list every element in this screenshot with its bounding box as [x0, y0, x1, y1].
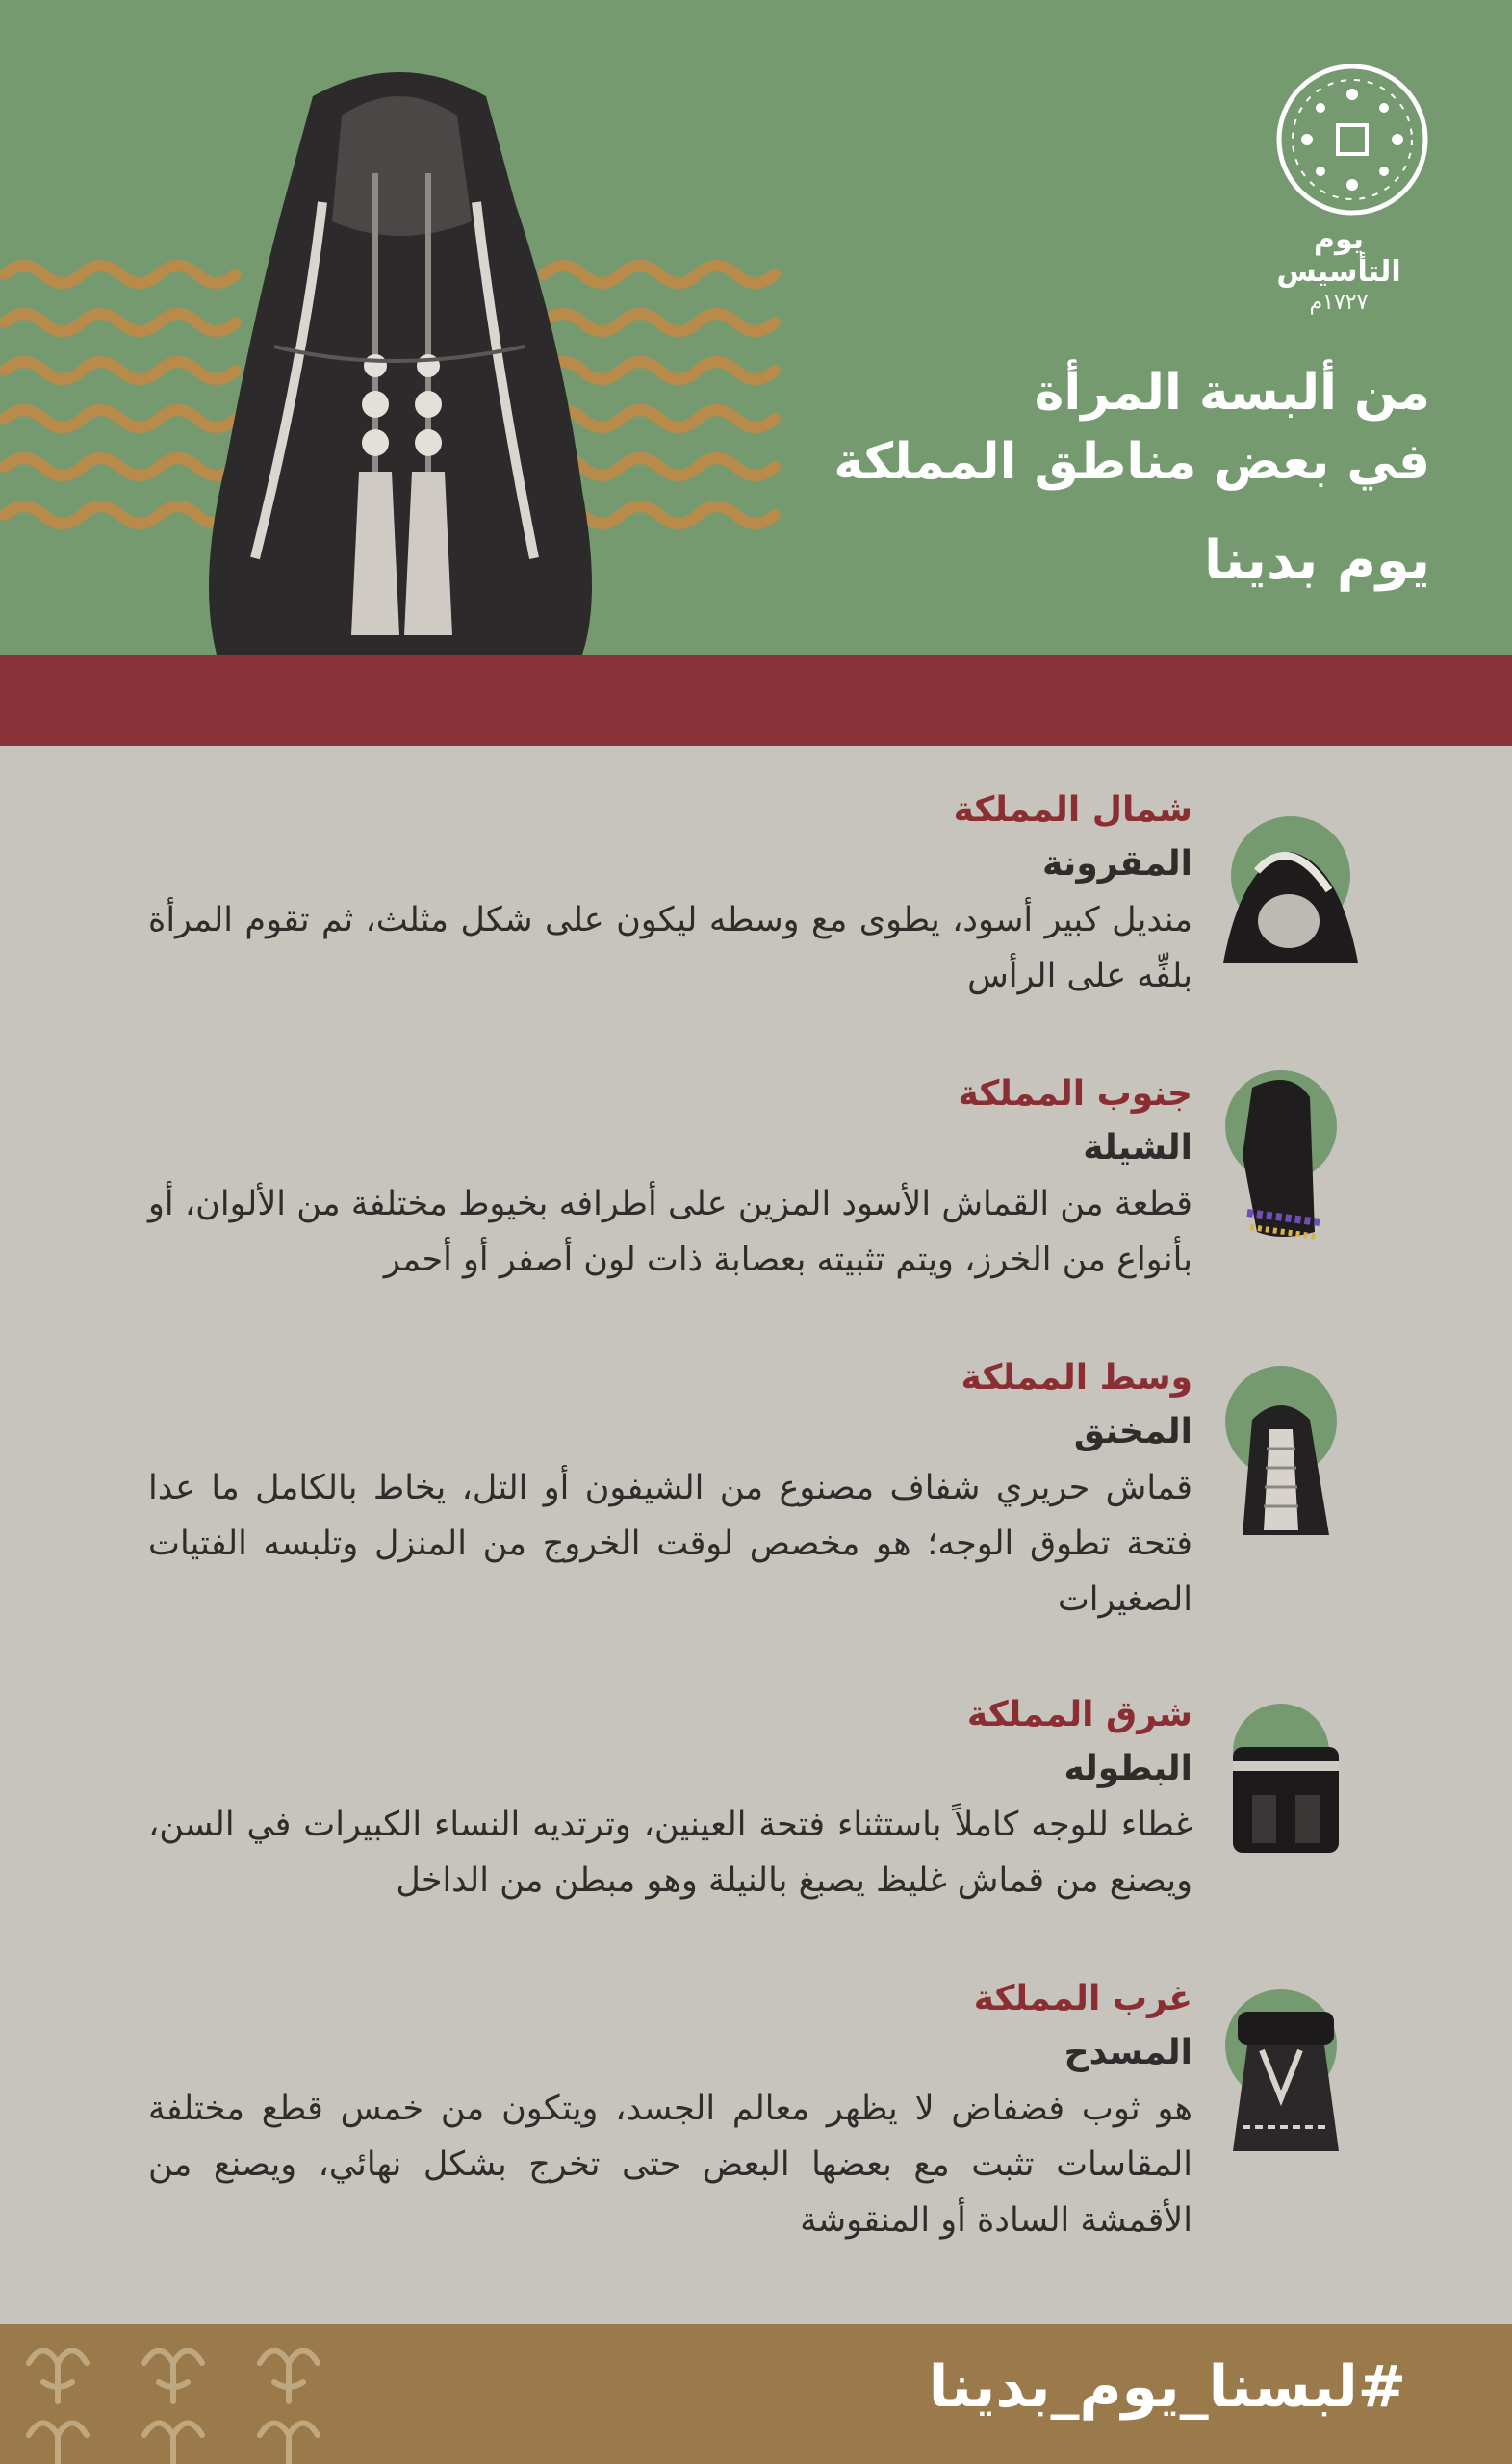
garment-name: الشيلة — [1083, 1128, 1192, 1168]
garment-description: منديل كبير أسود، يطوى مع وسطه ليكون على شكل مثلث، ثم تقوم المرأة بلفِّه على الرأس — [148, 901, 1192, 995]
garment-description: قطعة من القماش الأسود المزين على أطرافه بخيوط مختلفة من الألوان، أو بأنواع من الخرز، ويتم تثبيته بعصابة ذات لون أصفر أو أحمر — [148, 1185, 1192, 1279]
page-title — [756, 358, 1430, 497]
garment-name: المسدح — [1064, 2033, 1192, 2072]
logo-wordmark — [1262, 223, 1416, 318]
list-item — [0, 1068, 1512, 1338]
entry-text — [148, 1352, 1192, 1628]
floral-pattern-icon — [0, 2324, 366, 2464]
garment-description: غطاء للوجه كاملاً باستثناء فتحة العينين، وترتديه النساء الكبيرات في السن، ويصنع من قماش غليظ يصبغ بالنيلة وهو مبطن من الداخل — [148, 1806, 1192, 1900]
woman-costume-photo-icon — [1185, 804, 1377, 987]
foundation-day-logo-icon — [1270, 58, 1434, 221]
entry-text — [148, 784, 1192, 1004]
woman-costume-photo-icon — [1185, 1362, 1377, 1545]
woman-costume-photo-icon — [1185, 1699, 1377, 1882]
garment-name: المخنق — [1073, 1412, 1192, 1451]
title-line-2: في بعض مناطق المملكة — [833, 433, 1430, 491]
garment-description: قماش حريري شفاف مصنوع من الشيفون أو التل، يخاط بالكامل ما عدا فتحة تطوق الوجه؛ هو مخصص لوقت الخروج من المنزل وتلبسه الفتيات الصغيرات — [148, 1469, 1192, 1619]
region-title: وسط المملكة — [961, 1358, 1192, 1398]
entry-text — [148, 1068, 1192, 1288]
garment-name: البطوله — [1064, 1749, 1192, 1788]
garment-name: المقرونة — [1041, 844, 1192, 884]
entry-text — [148, 1973, 1192, 2248]
logo-line-1: يوم — [1313, 222, 1365, 256]
divider-band — [0, 654, 1512, 746]
region-title: غرب المملكة — [973, 1979, 1192, 2018]
list-item — [0, 1689, 1512, 1959]
entry-text — [148, 1689, 1192, 1909]
woman-costume-photo-icon — [197, 58, 602, 654]
garment-description: هو ثوب فضفاض لا يظهر معالم الجسد، ويتكون من خمس قطع مختلفة المقاسات تثبت مع بعضها البعض حتى تخرج بشكل نهائي، ويصنع من الأقمشة السادة أو المنقوشة — [148, 2090, 1192, 2240]
logo-year: ١٧٢٧م — [1309, 291, 1369, 315]
list-item — [0, 1352, 1512, 1622]
logo-line-2: التأسيس — [1276, 255, 1401, 289]
page-subtitle: يوم بدينا — [1204, 529, 1430, 592]
region-title: شرق المملكة — [966, 1695, 1192, 1734]
hashtag-text: #لبسنا_يوم_بدينا — [928, 2353, 1406, 2421]
title-line-1: من ألبسة المرأة — [1034, 364, 1430, 422]
region-title: شمال المملكة — [953, 790, 1192, 830]
list-item — [0, 784, 1512, 1054]
woman-costume-photo-icon — [1185, 1983, 1377, 2166]
woman-costume-photo-icon — [1185, 1068, 1377, 1251]
list-item — [0, 1973, 1512, 2243]
region-title: جنوب المملكة — [958, 1074, 1192, 1114]
